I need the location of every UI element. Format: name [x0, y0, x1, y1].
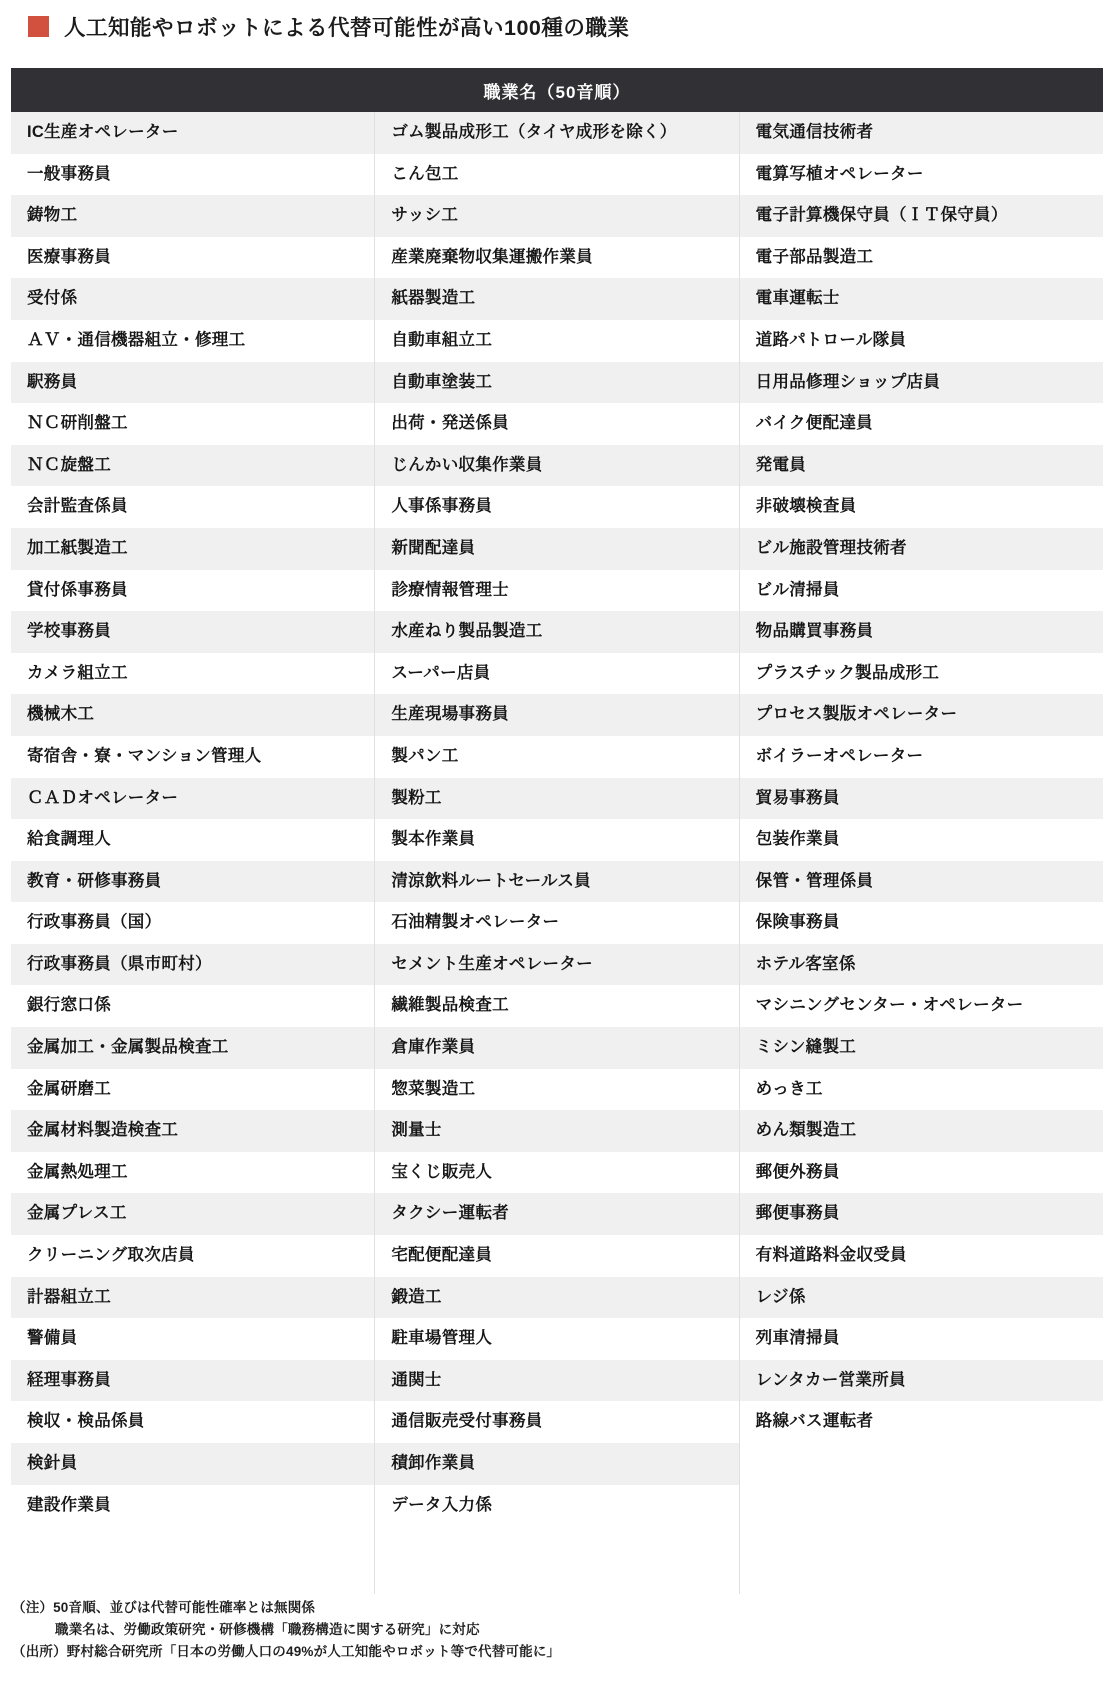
occupation-cell: プロセス製版オペレーター	[740, 694, 1103, 736]
occupation-cell: ミシン縫製工	[740, 1027, 1103, 1069]
title-row	[28, 11, 629, 42]
occupation-cell: サッシ工	[375, 195, 738, 237]
occupation-cell: 電算写植オペレーター	[755, 164, 924, 183]
occupation-cell: セメント生産オペレーター	[375, 944, 738, 986]
occupation-cell: 加工紙製造工	[11, 528, 374, 570]
occupation-cell: 路線バス運転者	[755, 1412, 874, 1431]
occupation-cell: 検収・検品係員	[27, 1412, 145, 1431]
occupation-cell: めん類製造工	[740, 1110, 1103, 1152]
occupation-cell: 人事係事務員	[391, 497, 493, 516]
page-title: 人工知能やロボットによる代替可能性が高い100種の職業	[64, 16, 630, 40]
red-square-bullet-icon	[28, 16, 49, 37]
occupation-cell: 銀行窓口係	[27, 996, 111, 1015]
occupation-cell: 出荷・発送係員	[391, 414, 509, 433]
occupation-cell: 道路パトロール隊員	[755, 330, 907, 349]
occupation-cell: ＮＣ研削盤工	[27, 414, 128, 433]
occupation-cell: 清涼飲料ルートセールス員	[375, 861, 738, 903]
occupation-cell: ゴム製品成形工（タイヤ成形を除く）	[375, 112, 738, 154]
occupation-cell: 電子計算機保守員（ＩＴ保守員）	[740, 195, 1103, 237]
occupation-cell: 経理事務員	[11, 1360, 374, 1402]
occupation-cell: バイク便配達員	[755, 414, 873, 433]
occupation-cell: 自動車塗装工	[375, 362, 738, 404]
occupation-cell: 測量士	[375, 1110, 738, 1152]
occupation-cell: 物品購買事務員	[740, 611, 1103, 653]
occupation-cell: 産業廃棄物収集運搬作業員	[391, 247, 593, 266]
occupation-cell: レジ係	[740, 1277, 1103, 1319]
occupation-cell: マシニングセンター・オペレーター	[755, 996, 1024, 1015]
occupation-cell: カメラ組立工	[27, 663, 128, 682]
occupation-cell: 宅配便配達員	[391, 1246, 493, 1265]
occupation-cell: 医療事務員	[27, 247, 111, 266]
occupation-cell: 給食調理人	[27, 830, 111, 849]
occupation-cell: 日用品修理ショップ店員	[740, 362, 1103, 404]
occupation-cell: 製本作業員	[391, 830, 476, 849]
occupation-cell: 受付係	[11, 278, 374, 320]
note-line-citation: （出所）野村総合研究所「日本の労働人口の49%が人工知能やロボット等で代替可能に」	[12, 1644, 561, 1659]
occupation-cell: ビル施設管理技術者	[740, 528, 1103, 570]
occupation-cell: 貸付係事務員	[27, 580, 128, 599]
occupation-cell: 警備員	[27, 1329, 78, 1348]
note-line-occupation-names: 職業名は、労働政策研究・研修機構「職務構造に関する研究」に対応	[55, 1622, 480, 1637]
occupation-cell: 郵便外務員	[755, 1162, 840, 1181]
occupation-cell: 通関士	[375, 1360, 738, 1402]
occupation-cell: 会計監査係員	[27, 497, 128, 516]
occupation-cell: 水産ねり製品製造工	[375, 611, 738, 653]
occupation-column-1	[11, 112, 374, 1594]
occupation-cell: 計器組立工	[11, 1277, 374, 1319]
occupation-cell: 行政事務員（県市町村）	[11, 944, 374, 986]
occupation-cell: 生産現場事務員	[375, 694, 738, 736]
occupation-cell: ビル清掃員	[755, 580, 840, 599]
occupation-cell: 郵便事務員	[740, 1193, 1103, 1235]
footnotes	[12, 1597, 560, 1663]
occupation-cell: 自動車組立工	[391, 330, 493, 349]
table-body	[11, 112, 1103, 1594]
occupation-cell: 電車運転士	[740, 278, 1103, 320]
occupation-cell: 惣菜製造工	[391, 1079, 476, 1098]
occupation-cell: クリーニング取次店員	[27, 1246, 195, 1265]
occupation-cell: 保管・管理係員	[740, 861, 1103, 903]
occupation-cell: こん包工	[391, 164, 459, 183]
occupation-cell: 製パン工	[391, 746, 459, 765]
occupation-cell: 鍛造工	[375, 1277, 738, 1319]
occupation-cell: ＣＡＤオペレーター	[11, 778, 374, 820]
occupation-cell: じんかい収集作業員	[375, 445, 738, 487]
occupation-cell: 積卸作業員	[375, 1443, 738, 1485]
occupation-cell: 包装作業員	[755, 830, 840, 849]
occupation-cell: ボイラーオペレーター	[755, 746, 924, 765]
occupation-cell: 倉庫作業員	[375, 1027, 738, 1069]
occupations-table	[11, 68, 1103, 1594]
occupation-cell: 機械木工	[11, 694, 374, 736]
occupation-cell: 発電員	[740, 445, 1103, 487]
occupation-cell: 金属加工・金属製品検査工	[11, 1027, 374, 1069]
occupation-cell: ＡＶ・通信機器組立・修理工	[27, 330, 246, 349]
occupation-cell: 一般事務員	[27, 164, 111, 183]
occupation-cell: 寄宿舎・寮・マンション管理人	[27, 746, 262, 765]
occupation-cell: めっき工	[755, 1079, 823, 1098]
occupation-cell: 貿易事務員	[740, 778, 1103, 820]
note-line-source-note: （注）50音順、並びは代替可能性確率とは無関係	[12, 1600, 316, 1615]
occupation-cell: 製粉工	[375, 778, 738, 820]
occupation-cell: データ入力係	[391, 1495, 493, 1514]
occupation-cell: 繊維製品検査工	[391, 996, 509, 1015]
occupation-cell: 建設作業員	[27, 1495, 111, 1514]
occupation-cell: 紙器製造工	[375, 278, 738, 320]
occupation-cell: 有料道路料金収受員	[755, 1246, 907, 1265]
occupation-cell: レンタカー営業所員	[740, 1360, 1103, 1402]
occupation-cell: 駅務員	[11, 362, 374, 404]
occupation-cell: プラスチック製品成形工	[755, 663, 940, 682]
occupation-cell: 教育・研修事務員	[11, 861, 374, 903]
occupation-cell: 学校事務員	[11, 611, 374, 653]
occupation-cell: 金属研磨工	[27, 1079, 111, 1098]
occupation-cell: 保険事務員	[755, 913, 840, 932]
occupation-column-2	[374, 112, 738, 1594]
occupation-cell: 鋳物工	[11, 195, 374, 237]
occupation-cell: 駐車場管理人	[391, 1329, 493, 1348]
occupation-cell: 非破壊検査員	[755, 497, 857, 516]
occupation-cell: タクシー運転者	[375, 1193, 738, 1235]
occupation-cell: 宝くじ販売人	[391, 1162, 493, 1181]
occupation-cell: 列車清掃員	[755, 1329, 840, 1348]
occupation-cell: 行政事務員（国）	[27, 913, 162, 932]
occupation-cell: 診療情報管理士	[391, 580, 509, 599]
occupation-cell: 検針員	[11, 1443, 374, 1485]
occupation-cell: 金属プレス工	[11, 1193, 374, 1235]
occupation-cell: 新聞配達員	[375, 528, 738, 570]
occupation-cell: スーパー店員	[391, 663, 491, 682]
occupation-cell: 石油精製オペレーター	[391, 913, 560, 932]
occupation-cell: ホテル客室係	[740, 944, 1103, 986]
occupation-cell: 通信販売受付事務員	[391, 1412, 543, 1431]
occupation-cell: 電気通信技術者	[740, 112, 1103, 154]
table-header: 職業名（50音順）	[11, 68, 1103, 112]
occupation-cell: IC生産オペレーター	[11, 112, 374, 154]
occupation-cell: 金属熱処理工	[27, 1162, 128, 1181]
occupation-cell: 電子部品製造工	[755, 247, 874, 266]
occupation-cell: ＮＣ旋盤工	[11, 445, 374, 487]
occupation-cell: 金属材料製造検査工	[11, 1110, 374, 1152]
occupation-column-3	[739, 112, 1103, 1594]
